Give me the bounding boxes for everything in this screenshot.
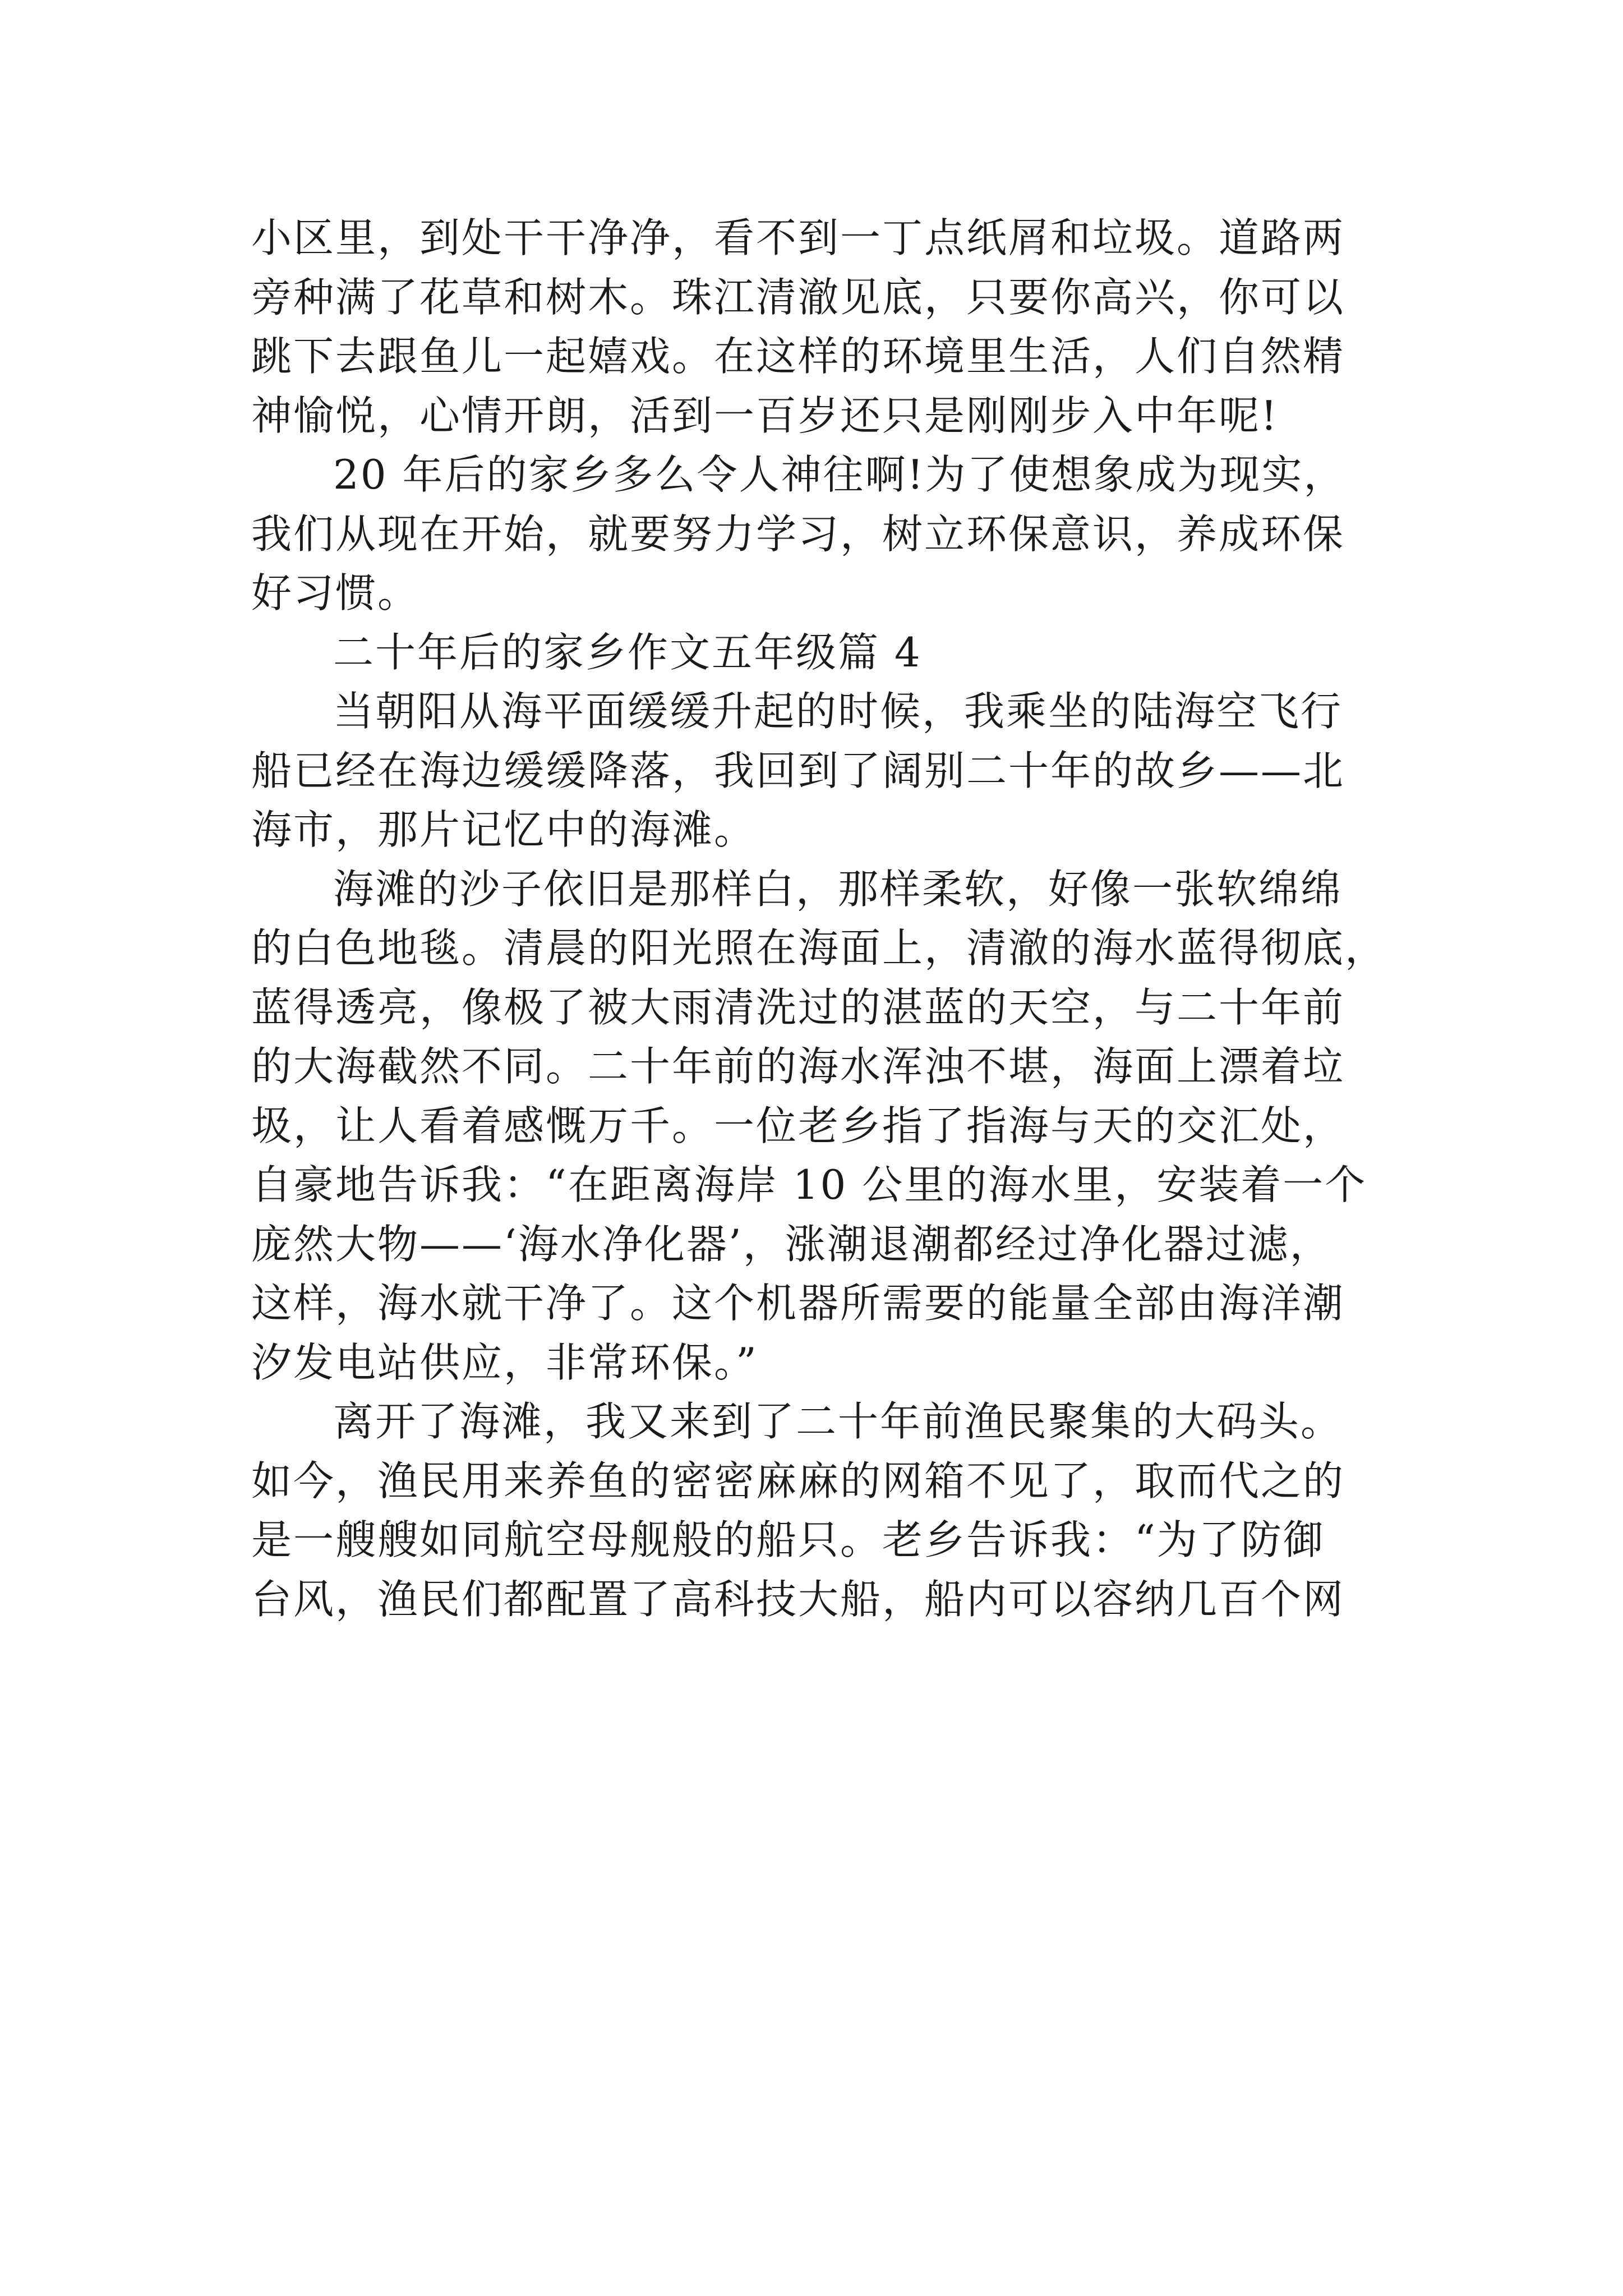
text-line: 汐发电站供应，非常环保。”	[251, 1338, 758, 1386]
paragraph-first-line: 当朝阳从海平面缓缓升起的时候，我乘坐的陆海空飞行	[333, 688, 1343, 735]
text-line: 好习惯。	[251, 569, 420, 616]
text-line: 是一艘艘如同航空母舰般的船只。老乡告诉我：“为了防御	[251, 1516, 1325, 1563]
text-line: 我们从现在开始，就要努力学习，树立环保意识，养成环保	[251, 510, 1345, 558]
text-line: 自豪地告诉我：“在距离海岸 10 公里的海水里，安装着一个	[251, 1161, 1367, 1208]
text-line: 这样，海水就干净了。这个机器所需要的能量全部由海洋潮	[251, 1280, 1345, 1327]
text-line: 旁种满了花草和树木。珠江清澈见底，只要你高兴，你可以	[251, 273, 1345, 321]
text-line: 的大海截然不同。二十年前的海水浑浊不堪，海面上漂着垃	[251, 1043, 1345, 1090]
essay-body	[251, 209, 1387, 1629]
text-line: 圾，让人看着感慨万千。一位老乡指了指海与天的交汇处，	[251, 1102, 1345, 1149]
text-line: 船已经在海边缓缓降落，我回到了阔别二十年的故乡——北	[251, 747, 1345, 794]
text-line: 如今，渔民用来养鱼的密密麻麻的网箱不见了，取而代之的	[251, 1457, 1345, 1504]
section-heading: 二十年后的家乡作文五年级篇 4	[333, 628, 922, 676]
text-line: 台风，渔民们都配置了高科技大船，船内可以容纳几百个网	[251, 1575, 1345, 1623]
text-line: 蓝得透亮，像极了被大雨清洗过的湛蓝的天空，与二十年前	[251, 983, 1345, 1031]
paragraph-first-line: 离开了海滩，我又来到了二十年前渔民聚集的大码头。	[333, 1398, 1343, 1445]
paragraph-first-line: 20 年后的家乡多么令人神往啊!为了使想象成为现实，	[333, 451, 1346, 498]
text-line: 神愉悦，心情开朗，活到一百岁还只是刚刚步入中年呢!	[251, 392, 1279, 439]
paragraph-first-line: 海滩的沙子依旧是那样白，那样柔软，好像一张软绵绵	[333, 865, 1343, 913]
text-line: 庞然大物——‘海水净化器’，涨潮退潮都经过净化器过滤，	[251, 1220, 1332, 1268]
text-line: 小区里，到处干干净净，看不到一丁点纸屑和垃圾。道路两	[251, 214, 1345, 261]
text-line: 跳下去跟鱼儿一起嬉戏。在这样的环境里生活，人们自然精	[251, 333, 1345, 380]
text-line: 海市，那片记忆中的海滩。	[251, 806, 757, 853]
text-line: 的白色地毯。清晨的阳光照在海面上，清澈的海水蓝得彻底，	[251, 924, 1387, 972]
